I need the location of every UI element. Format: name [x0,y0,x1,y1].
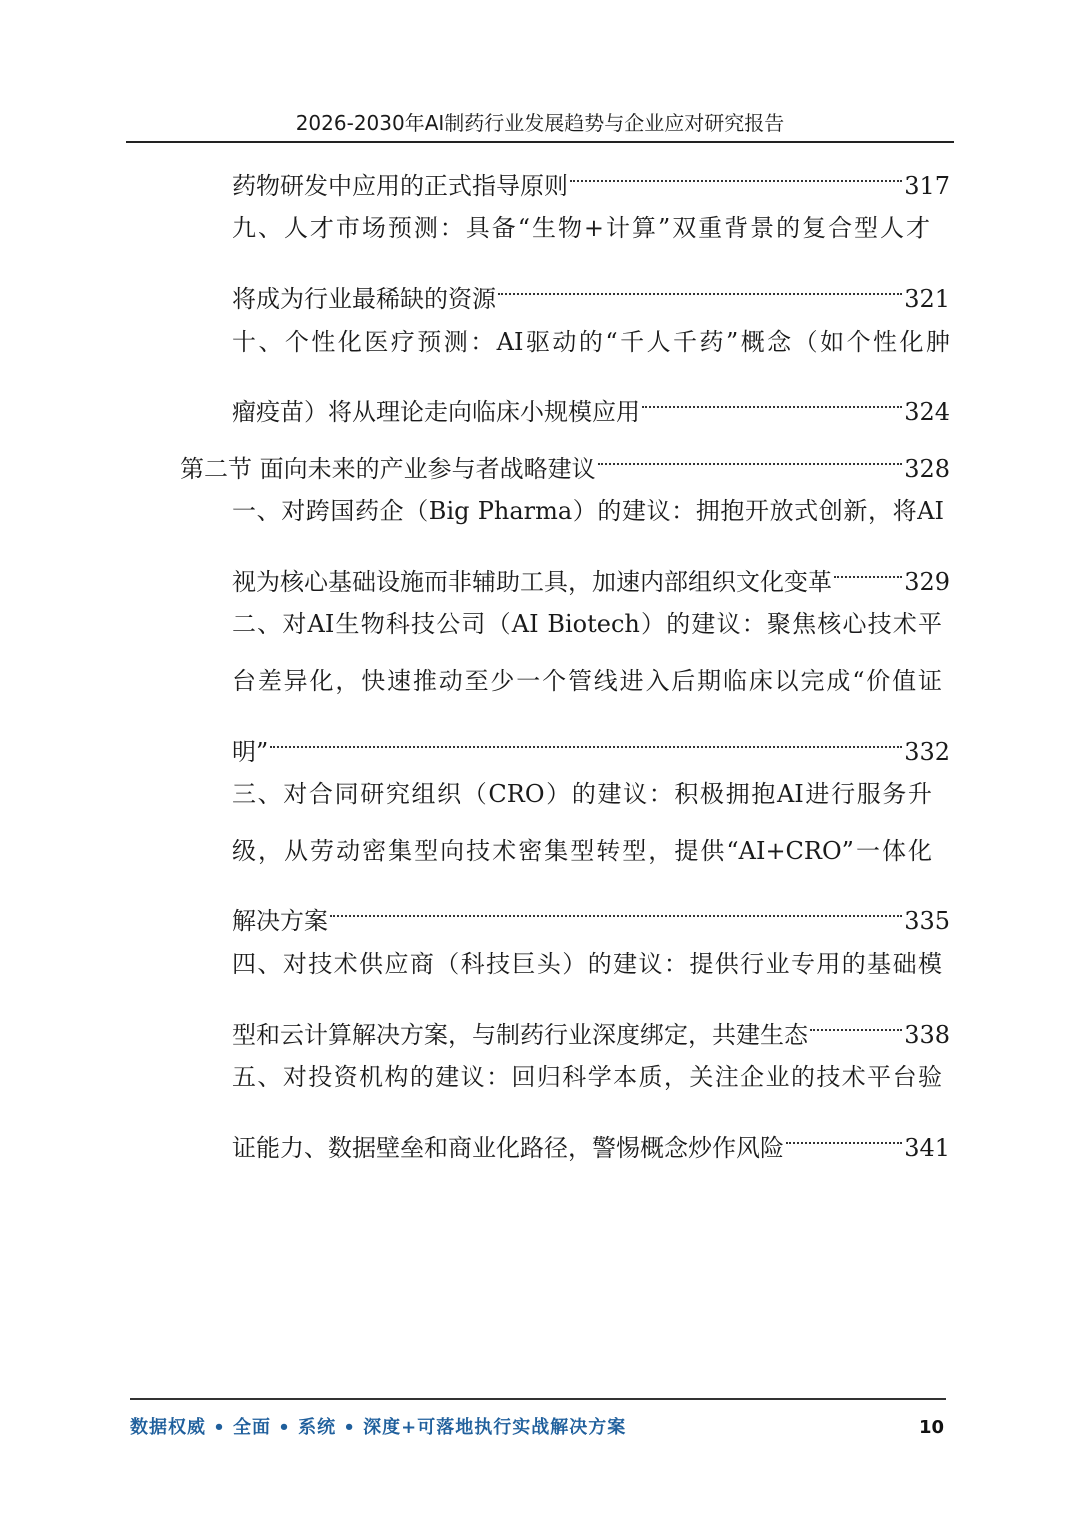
footer-page-number: 10 [918,1417,944,1438]
toc-entry-text: 瘤疫苗）将从理论走向临床小规模应用 [232,398,640,426]
toc-page-number: 329 [904,568,950,596]
toc-page-number: 324 [904,398,950,426]
toc-entry[interactable] [232,942,942,986]
toc-entry[interactable] [232,829,932,873]
toc-entry-text: 二、对AI生物科技公司（AI Biotech）的建议：聚焦核心技术平 [232,610,942,638]
toc-entry-text: 三、对合同研究组织（CRO）的建议：积极拥抱AI进行服务升 [232,780,932,808]
toc-entry[interactable] [232,376,950,426]
toc-entry-text: 药物研发中应用的正式指导原则 [232,172,568,200]
toc-page-number: 341 [904,1134,950,1162]
toc-entry[interactable] [232,602,942,646]
toc-page-number: 335 [904,907,950,935]
toc-entry-text: 明” [232,738,269,766]
toc-entry[interactable] [232,206,930,250]
toc-leader-dots [598,433,903,477]
toc-entry[interactable] [232,716,950,766]
toc-entry-text: 型和云计算解决方案，与制药行业深度绑定，共建生态 [232,1021,808,1049]
toc-entry[interactable] [232,659,942,703]
toc-entry[interactable] [232,546,950,596]
toc-page-number: 321 [904,285,950,313]
toc-leader-dots [498,263,902,307]
running-header-title: 2026-2030年AI制药行业发展趋势与企业应对研究报告 [295,111,785,135]
toc-entry-text: 九、人才市场预测：具备“生物+计算”双重背景的复合型人才 [232,214,930,242]
toc-entry-text: 四、对技术供应商（科技巨头）的建议：提供行业专用的基础模 [232,950,942,978]
toc-entry-text: 证能力、数据壁垒和商业化路径，警惕概念炒作风险 [232,1134,784,1162]
toc-leader-dots [570,150,902,194]
toc-entry[interactable] [232,263,950,313]
toc-page-number: 332 [904,738,950,766]
toc-entry[interactable] [232,150,950,200]
toc-leader-dots [330,885,902,929]
footer-slogan: 数据权威 • 全面 • 系统 • 深度+可落地执行实战解决方案 [130,1417,627,1438]
toc-entry[interactable] [232,772,932,816]
toc-entry-text: 级，从劳动密集型向技术密集型转型，提供“AI+CRO”一体化 [232,837,932,865]
toc-entry-text: 台差异化，快速推动至少一个管线进入后期临床以完成“价值证 [232,667,942,695]
toc-entry[interactable] [232,999,950,1049]
toc-entry-text: 将成为行业最稀缺的资源 [232,285,496,313]
toc-entry[interactable] [232,1055,942,1099]
toc-entry-text: 解决方案 [232,907,328,935]
toc-leader-dots [642,376,902,420]
toc-entry[interactable] [232,885,950,935]
toc-entry[interactable] [180,433,950,483]
toc-leader-dots [834,546,902,590]
toc-leader-dots [786,1112,902,1156]
toc-entry-text: 视为核心基础设施而非辅助工具，加速内部组织文化变革 [232,568,832,596]
toc-entry[interactable] [232,489,944,533]
toc-entry-text: 十、个性化医疗预测：AI驱动的“千人千药”概念（如个性化肿 [232,328,950,356]
footer-divider [130,1398,946,1400]
toc-entry[interactable] [232,320,950,364]
header-divider [126,141,954,143]
toc-entry[interactable] [232,1112,950,1162]
toc-leader-dots [270,716,902,760]
toc-page-number: 328 [904,455,950,483]
toc-entry-text: 一、对跨国药企（Big Pharma）的建议：拥抱开放式创新，将AI [232,497,944,525]
toc-entry-text: 五、对投资机构的建议：回归科学本质，关注企业的技术平台验 [232,1063,942,1091]
toc-entry-text: 第二节 面向未来的产业参与者战略建议 [180,455,596,483]
toc-page-number: 317 [904,172,950,200]
toc-leader-dots [810,999,902,1043]
toc-page-number: 338 [904,1021,950,1049]
